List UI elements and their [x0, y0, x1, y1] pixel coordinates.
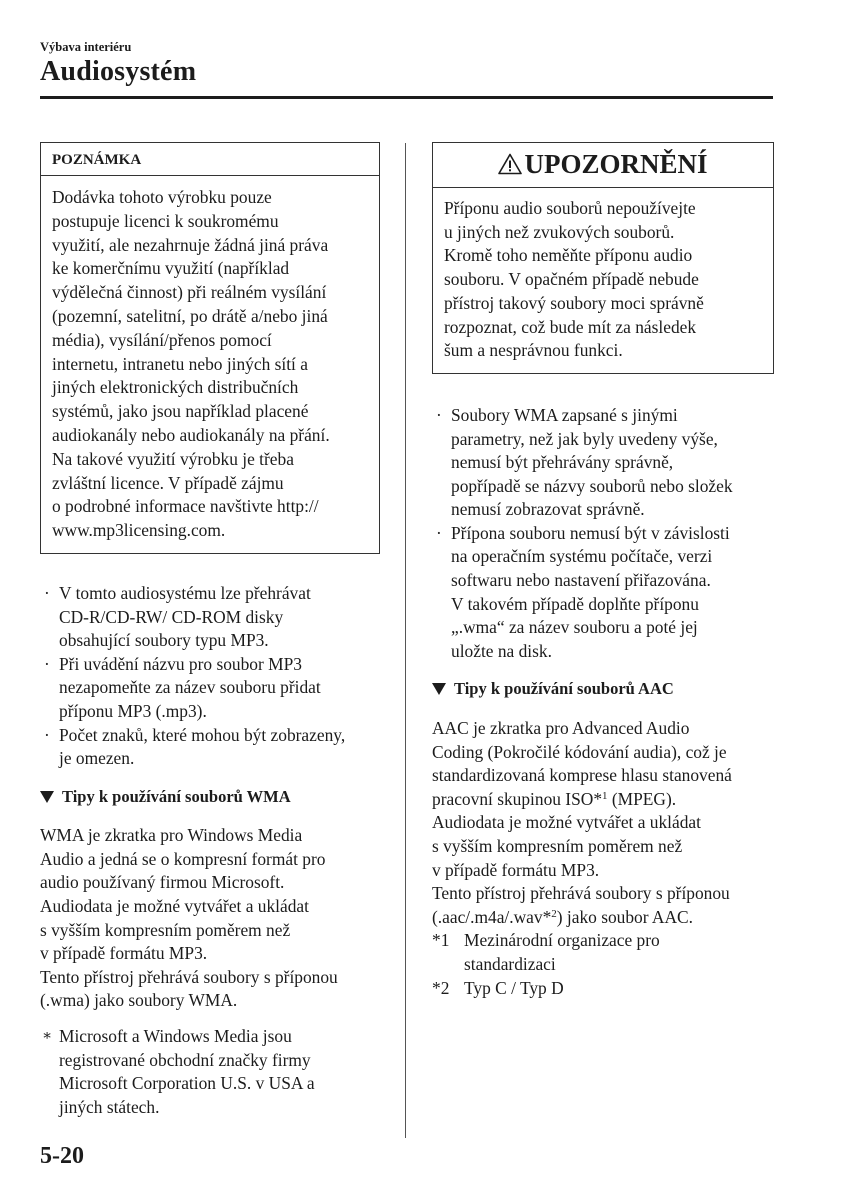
list-item-line: nezapomeňte za název souboru přidat — [59, 677, 321, 698]
aac-heading — [432, 677, 774, 701]
list-item — [432, 404, 774, 522]
list-item-line: uložte na disk. — [451, 640, 552, 661]
wma-line: v případě formátu MP3. — [40, 943, 208, 964]
warning-line: Příponu audio souborů nepoužívejte — [444, 198, 696, 218]
page-title: Audiosystém — [40, 56, 197, 87]
wma-line: audio používaný firmou Microsoft. — [40, 872, 285, 893]
aac-line-text: ) jako soubor AAC. — [556, 906, 693, 927]
trademark-line: Microsoft Corporation U.S. v USA a — [59, 1073, 315, 1094]
list-item-line: popřípadě se názvy souborů nebo složek — [451, 475, 733, 496]
list-item-line: příponu MP3 (.mp3). — [59, 700, 207, 721]
bullet-dot: · — [436, 404, 442, 425]
note-line: o podrobné informace navštivte http:// — [52, 496, 319, 517]
footnote-mark: *1 — [432, 930, 450, 951]
wma-line: (.wma) jako soubory WMA. — [40, 990, 238, 1011]
list-item-line: parametry, než jak byly uvedeny výše, — [451, 428, 718, 449]
warning-line: Kromě toho neměňte příponu audio — [444, 245, 693, 266]
aac-heading-text: Tipy k používání souborů AAC — [454, 679, 674, 699]
list-item-line: CD-R/CD-RW/ CD-ROM disky — [59, 606, 284, 627]
wma-paragraph — [40, 824, 380, 1013]
aac-line-text: pracovní skupinou ISO* — [432, 788, 603, 809]
asterisk-mark: ∗ — [42, 1028, 53, 1045]
warning-body — [433, 188, 773, 373]
note-line: média), vysílání/přenos pomocí — [52, 329, 272, 350]
note-line: internetu, intranetu nebo jiných sítí a — [52, 353, 308, 374]
note-line: ke komerčnímu využití (například — [52, 258, 290, 279]
list-item-line: je omezen. — [59, 748, 135, 769]
wma-line: s vyšším kompresním poměrem než — [40, 919, 291, 940]
aac-line: Audiodata je možné vytvářet a ukládat — [432, 812, 701, 833]
list-item-line: obsahující soubory typu MP3. — [59, 630, 269, 651]
list-item-line: na operačním systému počítače, verzi — [451, 546, 713, 567]
note-line: audiokanály nebo audiokanály na přání. — [52, 424, 330, 445]
note-line: www.mp3licensing.com. — [52, 520, 226, 541]
note-title: POZNÁMKA — [41, 143, 379, 176]
left-column — [40, 142, 380, 1119]
aac-line: standardizovaná komprese hlasu stanovená — [432, 765, 732, 786]
list-item-line: nemusí být přehrávány správně, — [451, 452, 674, 473]
warning-line: souboru. V opačném případě nebude — [444, 269, 699, 290]
warning-triangle-icon — [498, 153, 522, 175]
list-item-line: nemusí zobrazovat správně. — [451, 499, 645, 520]
list-item-line: Přípona souboru nemusí být v závislosti — [451, 522, 730, 543]
aac-line: v případě formátu MP3. — [432, 859, 600, 880]
bullet-dot: · — [44, 653, 50, 674]
right-bullet-list — [432, 404, 774, 664]
warning-box — [432, 142, 774, 374]
warning-title: UPOZORNĚNÍ — [524, 149, 708, 180]
note-line: zvláštní licence. V případě zájmu — [52, 472, 284, 493]
aac-line: AAC je zkratka pro Advanced Audio — [432, 718, 690, 739]
list-item — [40, 582, 380, 653]
aac-line-text: (.aac/.m4a/.wav* — [432, 906, 552, 927]
warning-line: šum a nesprávnou funkci. — [444, 340, 623, 361]
footnote-mark: *2 — [432, 977, 450, 998]
warning-line: rozpoznat, což bude mít za následek — [444, 316, 697, 337]
aac-line: Coding (Pokročilé kódování audia), což je — [432, 741, 727, 762]
trademark-line: Microsoft a Windows Media jsou — [59, 1026, 292, 1047]
note-line: systémů, jako jsou například placené — [52, 401, 309, 422]
note-line: výdělečná činnost) při reálném vysílání — [52, 282, 327, 303]
wma-line: Audio a jedná se o kompresní formát pro — [40, 848, 326, 869]
footnote-line: Mezinárodní organizace pro — [464, 930, 660, 951]
wma-heading-text: Tipy k používání souborů WMA — [62, 786, 291, 806]
list-item-line: Při uvádění názvu pro soubor MP3 — [59, 653, 302, 674]
footnote-2 — [432, 977, 774, 1001]
note-line: jiných elektronických distribučních — [52, 377, 299, 398]
note-line: využití, ale nezahrnuje žádná jiná práva — [52, 234, 329, 255]
column-divider — [405, 143, 406, 1138]
wma-line: Audiodata je možné vytvářet a ukládat — [40, 896, 309, 917]
note-line: Na takové využití výrobku je třeba — [52, 448, 294, 469]
header-rule — [40, 96, 773, 99]
aac-line-text: (MPEG). — [607, 788, 677, 809]
note-line: (pozemní, satelitní, po drátě a/nebo jiná — [52, 305, 328, 326]
list-item — [432, 522, 774, 664]
bullet-dot: · — [436, 522, 442, 543]
trademark-line: jiných státech. — [59, 1096, 160, 1117]
list-item-line: „.wma“ za název souboru a poté jej — [451, 617, 698, 638]
aac-paragraph — [432, 717, 774, 1000]
footnote-ref: 1 — [602, 789, 608, 802]
warning-title-bar — [433, 143, 773, 188]
triangle-down-icon — [40, 791, 54, 803]
note-box — [40, 142, 380, 554]
left-bullet-list — [40, 582, 380, 771]
list-item-line: Soubory WMA zapsané s jinými — [451, 404, 678, 425]
right-column — [432, 142, 774, 1000]
footnote-line: standardizaci — [464, 953, 556, 974]
wma-line: Tento přístroj přehrává soubory s příponou — [40, 966, 338, 987]
aac-line — [432, 788, 774, 812]
list-item — [40, 724, 380, 771]
aac-line: s vyšším kompresním poměrem než — [432, 836, 683, 857]
wma-line: WMA je zkratka pro Windows Media — [40, 825, 303, 846]
aac-line: Tento přístroj přehrává soubory s příponou — [432, 883, 730, 904]
wma-trademark-note — [40, 1025, 380, 1119]
list-item-line: Počet znaků, které mohou být zobrazeny, — [59, 724, 346, 745]
list-item-line: softwaru nebo nastavení přiřazována. — [451, 570, 711, 591]
footnote-1 — [432, 929, 774, 976]
note-body — [41, 176, 379, 553]
triangle-down-icon — [432, 683, 446, 695]
note-line: Dodávka tohoto výrobku pouze — [52, 187, 272, 207]
aac-line — [432, 906, 774, 930]
bullet-dot: · — [44, 724, 50, 745]
warning-line: u jiných než zvukových souborů. — [444, 221, 675, 242]
note-line: postupuje licenci k soukromému — [52, 210, 279, 231]
warning-line: přístroj takový soubory moci správně — [444, 292, 704, 313]
footnote-ref: 2 — [551, 907, 557, 920]
list-item — [40, 653, 380, 724]
section-label: Výbava interiéru — [40, 40, 132, 54]
bullet-dot: · — [44, 582, 50, 603]
list-item-line: V takovém případě doplňte příponu — [451, 593, 699, 614]
page-number: 5-20 — [40, 1143, 84, 1169]
wma-heading — [40, 785, 380, 809]
footnote-line: Typ C / Typ D — [464, 977, 564, 998]
trademark-line: registrované obchodní značky firmy — [59, 1049, 311, 1070]
list-item-line: V tomto audiosystému lze přehrávat — [59, 582, 311, 603]
